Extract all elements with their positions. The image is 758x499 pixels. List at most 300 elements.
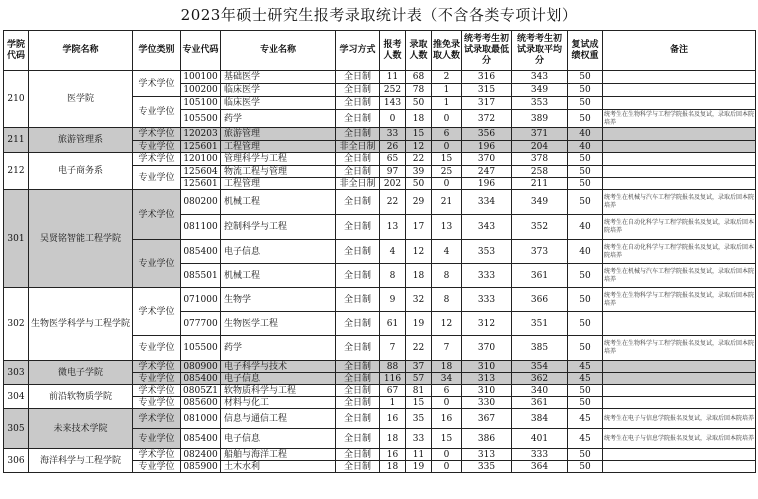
exempt-admitted: 4: [432, 240, 462, 264]
note: [603, 128, 756, 141]
header-cell: 推免录取人数: [432, 31, 462, 71]
admitted: 19: [406, 461, 432, 473]
college-name: 海洋科学与工程学院: [29, 449, 133, 473]
exempt-admitted: 0: [432, 461, 462, 473]
min-score: 313: [462, 449, 512, 461]
admitted: 50: [406, 97, 432, 110]
admitted: 32: [406, 288, 432, 312]
note: [603, 84, 756, 97]
college-name: 生物医学科学与工程学院: [29, 288, 133, 361]
avg-score: 349: [512, 190, 568, 215]
major-name: 船舶与海洋工程: [221, 449, 336, 461]
admitted: 15: [406, 397, 432, 409]
admitted: 15: [406, 128, 432, 141]
admitted: 12: [406, 141, 432, 153]
major-code: 105500: [181, 336, 221, 361]
header-cell: 复试成绩权重: [568, 31, 603, 71]
note: 统考生在电子与信息学院报名及复试，录取后回本院培养: [603, 429, 756, 449]
major-code: 080200: [181, 190, 221, 215]
avg-score: 384: [512, 409, 568, 429]
note: 统考生在生物科学与工程学院报名及复试，录取后回本院培养: [604, 110, 755, 126]
retest-weight: 50: [568, 449, 603, 461]
table-row: [4, 288, 756, 312]
college-name: 未来技术学院: [29, 409, 133, 449]
exempt-admitted: 16: [432, 409, 462, 429]
retest-weight: 50: [568, 110, 603, 128]
degree-type: 专业学位: [133, 336, 181, 361]
applicants: 9: [380, 288, 406, 312]
study-mode: 全日制: [336, 461, 380, 473]
retest-weight: 50: [568, 288, 603, 312]
table-row: [4, 190, 756, 215]
retest-weight: 50: [568, 190, 603, 215]
study-mode: 全日制: [336, 264, 380, 288]
major-name: 工程管理: [221, 178, 336, 190]
retest-weight: 50: [568, 336, 603, 361]
retest-weight: 50: [568, 84, 603, 97]
study-mode: 全日制: [336, 385, 380, 397]
retest-weight: 50: [568, 385, 603, 397]
retest-weight: 50: [568, 71, 603, 84]
admitted: 33: [406, 429, 432, 449]
exempt-admitted: 12: [432, 312, 462, 336]
college-code: 303: [4, 361, 29, 385]
degree-type: 专业学位: [133, 397, 181, 409]
applicants: 16: [380, 449, 406, 461]
college-code: 305: [4, 409, 29, 449]
exempt-admitted: 13: [432, 215, 462, 240]
min-score: 310: [462, 361, 512, 373]
avg-score: 401: [512, 429, 568, 449]
header-cell: 专业名称: [221, 31, 336, 71]
min-score: 330: [462, 397, 512, 409]
college-name: 电子商务系: [29, 153, 133, 190]
admitted: 37: [406, 361, 432, 373]
major-code: 125601: [181, 178, 221, 190]
major-code: 085400: [181, 373, 221, 385]
min-score: 386: [462, 429, 512, 449]
major-name: 电子信息: [221, 373, 336, 385]
exempt-admitted: 21: [432, 190, 462, 215]
admitted: 35: [406, 409, 432, 429]
degree-type: 学术学位: [133, 409, 181, 429]
retest-weight: 50: [568, 264, 603, 288]
major-code: 077700: [181, 312, 221, 336]
applicants: 4: [380, 240, 406, 264]
table-row: [4, 361, 756, 373]
avg-score: 353: [512, 97, 568, 110]
note: 统考生在生物科学与工程学院报名及复试，录取后回本院培养: [603, 336, 756, 361]
exempt-admitted: 18: [432, 361, 462, 373]
study-mode: 非全日制: [336, 141, 380, 153]
note: 统考生在自动化科学与工程学院报名及复试，录取后回本院培养: [603, 215, 756, 240]
avg-score: 352: [512, 215, 568, 240]
major-code: 120100: [181, 153, 221, 166]
college-code: 304: [4, 385, 29, 409]
study-mode: 全日制: [336, 361, 380, 373]
degree-type: 专业学位: [133, 373, 181, 385]
admitted: 11: [406, 449, 432, 461]
min-score: 247: [462, 166, 512, 178]
avg-score: 362: [512, 373, 568, 385]
major-name: 电子信息: [221, 429, 336, 449]
min-score: 333: [462, 264, 512, 288]
study-mode: 全日制: [336, 166, 380, 178]
study-mode: 全日制: [336, 240, 380, 264]
min-score: 370: [462, 153, 512, 166]
retest-weight: 45: [568, 373, 603, 385]
note: [603, 166, 756, 178]
applicants: 16: [380, 409, 406, 429]
college-code: 306: [4, 449, 29, 473]
header-cell: 学位类别: [133, 31, 181, 71]
major-code: 081000: [181, 409, 221, 429]
retest-weight: 40: [568, 141, 603, 153]
admitted: 18: [406, 264, 432, 288]
admitted: 22: [406, 153, 432, 166]
study-mode: 全日制: [336, 153, 380, 166]
min-score: 196: [462, 141, 512, 153]
applicants: 13: [380, 215, 406, 240]
applicants: 116: [380, 373, 406, 385]
degree-type: 学术学位: [133, 361, 181, 373]
exempt-admitted: 0: [432, 397, 462, 409]
retest-weight: 40: [568, 128, 603, 141]
header-cell: 专业代码: [181, 31, 221, 71]
study-mode: 全日制: [336, 71, 380, 84]
study-mode: 全日制: [336, 215, 380, 240]
study-mode: 全日制: [336, 397, 380, 409]
note: [603, 361, 756, 373]
retest-weight: 40: [568, 240, 603, 264]
college-code: 302: [4, 288, 29, 361]
major-code: 071000: [181, 288, 221, 312]
exempt-admitted: 2: [432, 71, 462, 84]
note: 统考生在机械与汽车工程学院报名及复试，录取后回本院培养: [603, 190, 756, 215]
major-code: 105500: [181, 110, 221, 128]
avg-score: 389: [512, 110, 568, 128]
major-name: 土木水利: [221, 461, 336, 473]
study-mode: 全日制: [336, 336, 380, 361]
note: 统考生在电子与信息学院报名及复试，录取后回本院培养: [603, 409, 756, 429]
major-code: 105100: [181, 97, 221, 110]
major-name: 材料与化工: [221, 397, 336, 409]
avg-score: 204: [512, 141, 568, 153]
degree-type: 专业学位: [133, 97, 181, 128]
note: 统考生在生物科学与工程学院报名及复试，录取后回本院培养: [603, 288, 756, 312]
exempt-admitted: 25: [432, 166, 462, 178]
avg-score: 354: [512, 361, 568, 373]
min-score: 353: [462, 240, 512, 264]
exempt-admitted: 6: [432, 128, 462, 141]
major-name: 临床医学: [221, 84, 336, 97]
min-score: 310: [462, 385, 512, 397]
page-title: 2023年硕士研究生报考录取统计表（不含各类专项计划）: [180, 6, 578, 24]
degree-type: 专业学位: [133, 141, 181, 153]
exempt-admitted: 8: [432, 264, 462, 288]
table-row: [4, 71, 756, 84]
table-row: [4, 449, 756, 461]
avg-score: 364: [512, 461, 568, 473]
note: [603, 397, 756, 409]
major-code: 085400: [181, 429, 221, 449]
note: [603, 449, 756, 461]
college-code: 212: [4, 153, 29, 190]
applicants: 33: [380, 128, 406, 141]
applicants: 11: [380, 71, 406, 84]
study-mode: 全日制: [336, 449, 380, 461]
note: 统考生在机械与汽车工程学院报名及复试，录取后回本院培养: [603, 264, 756, 288]
major-name: 电子信息: [221, 240, 336, 264]
table-row: [4, 385, 756, 397]
admitted: 12: [406, 240, 432, 264]
min-score: 343: [462, 215, 512, 240]
major-name: 物流工程与管理: [221, 166, 336, 178]
college-code: 301: [4, 190, 29, 288]
exempt-admitted: 1: [432, 84, 462, 97]
major-name: 基础医学: [221, 71, 336, 84]
retest-weight: 45: [568, 409, 603, 429]
applicants: 7: [380, 336, 406, 361]
study-mode: 全日制: [336, 84, 380, 97]
degree-type: 学术学位: [133, 385, 181, 397]
exempt-admitted: 1: [432, 97, 462, 110]
major-code: 081100: [181, 215, 221, 240]
applicants: 26: [380, 141, 406, 153]
degree-type: 学术学位: [133, 449, 181, 461]
retest-weight: 50: [568, 153, 603, 166]
note: [603, 373, 756, 385]
college-code: 211: [4, 128, 29, 153]
note: [603, 312, 756, 336]
min-score: 356: [462, 128, 512, 141]
note: [603, 461, 756, 473]
degree-type: 专业学位: [133, 461, 181, 473]
degree-type: 学术学位: [133, 288, 181, 336]
retest-weight: 45: [568, 361, 603, 373]
major-name: 控制科学与工程: [221, 215, 336, 240]
header-cell: 学院代码: [4, 31, 29, 71]
major-code: 120203: [181, 128, 221, 141]
college-name: 旅游管理系: [29, 128, 133, 153]
header-cell: 统考考生初试录取平均分: [512, 31, 568, 71]
header-cell: 录取人数: [406, 31, 432, 71]
applicants: 18: [380, 461, 406, 473]
exempt-admitted: 15: [432, 429, 462, 449]
retest-weight: 50: [568, 178, 603, 190]
note: 统考生在自动化科学与工程学院报名及复试，录取后回本院培养: [603, 240, 756, 264]
degree-type: 学术学位: [133, 71, 181, 97]
applicants: 18: [380, 429, 406, 449]
min-score: 317: [462, 97, 512, 110]
note: [603, 178, 756, 190]
min-score: 372: [462, 110, 512, 128]
major-code: 085501: [181, 264, 221, 288]
study-mode: 全日制: [336, 128, 380, 141]
major-code: 0805Z1: [181, 385, 221, 397]
study-mode: 全日制: [336, 312, 380, 336]
major-code: 080900: [181, 361, 221, 373]
table-header-row: [4, 31, 756, 71]
major-name: 临床医学: [221, 97, 336, 110]
exempt-admitted: 34: [432, 373, 462, 385]
retest-weight: 40: [568, 215, 603, 240]
applicants: 8: [380, 264, 406, 288]
avg-score: 258: [512, 166, 568, 178]
applicants: 0: [380, 110, 406, 128]
major-name: 机械工程: [221, 190, 336, 215]
applicants: 88: [380, 361, 406, 373]
retest-weight: 50: [568, 461, 603, 473]
major-name: 电子科学与技术: [221, 361, 336, 373]
major-name: 药学: [221, 110, 336, 128]
exempt-admitted: 8: [432, 288, 462, 312]
admitted: 19: [406, 312, 432, 336]
admitted: 22: [406, 336, 432, 361]
study-mode: 全日制: [336, 97, 380, 110]
header-cell: 统考考生初试录取最低分: [462, 31, 512, 71]
study-mode: 全日制: [336, 409, 380, 429]
header-cell: 报考人数: [380, 31, 406, 71]
major-name: 药学: [221, 336, 336, 361]
min-score: 333: [462, 288, 512, 312]
major-code: 085400: [181, 240, 221, 264]
applicants: 61: [380, 312, 406, 336]
college-name: 医学院: [29, 71, 133, 128]
degree-type: 学术学位: [133, 128, 181, 141]
major-name: 软物质科学与工程: [221, 385, 336, 397]
admission-stats-table: [3, 30, 756, 473]
admitted: 17: [406, 215, 432, 240]
avg-score: 378: [512, 153, 568, 166]
exempt-admitted: 0: [432, 178, 462, 190]
major-code: 100200: [181, 84, 221, 97]
avg-score: 371: [512, 128, 568, 141]
avg-score: 385: [512, 336, 568, 361]
retest-weight: 45: [568, 429, 603, 449]
admitted: 18: [406, 110, 432, 128]
min-score: 334: [462, 190, 512, 215]
header-cell: 学院名称: [29, 31, 133, 71]
major-code: 085600: [181, 397, 221, 409]
major-name: 生物学: [221, 288, 336, 312]
note: [603, 141, 756, 153]
major-code: 125601: [181, 141, 221, 153]
admitted: 68: [406, 71, 432, 84]
avg-score: 211: [512, 178, 568, 190]
note: [603, 153, 756, 166]
applicants: 252: [380, 84, 406, 97]
exempt-admitted: 7: [432, 336, 462, 361]
avg-score: 361: [512, 264, 568, 288]
min-score: 367: [462, 409, 512, 429]
avg-score: 340: [512, 385, 568, 397]
exempt-admitted: 15: [432, 153, 462, 166]
retest-weight: 50: [568, 397, 603, 409]
study-mode: 全日制: [336, 190, 380, 215]
degree-type: 专业学位: [133, 429, 181, 449]
note: [603, 385, 756, 397]
exempt-admitted: 0: [432, 141, 462, 153]
note: [603, 97, 756, 110]
applicants: 143: [380, 97, 406, 110]
major-name: 生物医学工程: [221, 312, 336, 336]
avg-score: 343: [512, 71, 568, 84]
admitted: 29: [406, 190, 432, 215]
admitted: 50: [406, 178, 432, 190]
avg-score: 333: [512, 449, 568, 461]
applicants: 1: [380, 397, 406, 409]
avg-score: 349: [512, 84, 568, 97]
min-score: 313: [462, 373, 512, 385]
table-row: [4, 153, 756, 166]
college-name: 前沿软物质学院: [29, 385, 133, 409]
min-score: 196: [462, 178, 512, 190]
applicants: 22: [380, 190, 406, 215]
college-code: 210: [4, 71, 29, 128]
major-code: 082400: [181, 449, 221, 461]
applicants: 67: [380, 385, 406, 397]
degree-type: 学术学位: [133, 190, 181, 240]
study-mode: 非全日制: [336, 178, 380, 190]
avg-score: 351: [512, 312, 568, 336]
table-row: [4, 409, 756, 429]
retest-weight: 50: [568, 312, 603, 336]
major-code: 085900: [181, 461, 221, 473]
avg-score: 373: [512, 240, 568, 264]
admitted: 39: [406, 166, 432, 178]
major-code: 125604: [181, 166, 221, 178]
admitted: 57: [406, 373, 432, 385]
min-score: 316: [462, 71, 512, 84]
college-name: 吴贤铭智能工程学院: [29, 190, 133, 288]
study-mode: 全日制: [336, 288, 380, 312]
avg-score: 366: [512, 288, 568, 312]
degree-type: 专业学位: [133, 240, 181, 288]
exempt-admitted: 6: [432, 385, 462, 397]
retest-weight: 50: [568, 166, 603, 178]
college-name: 微电子学院: [29, 361, 133, 385]
admitted: 81: [406, 385, 432, 397]
major-name: 工程管理: [221, 141, 336, 153]
major-name: 旅游管理: [221, 128, 336, 141]
table-row: [4, 128, 756, 141]
header-cell: 备注: [603, 31, 756, 71]
exempt-admitted: 0: [432, 110, 462, 128]
degree-type: 专业学位: [133, 166, 181, 190]
retest-weight: 50: [568, 97, 603, 110]
major-code: 100100: [181, 71, 221, 84]
degree-type: 学术学位: [133, 153, 181, 166]
major-name: 信息与通信工程: [221, 409, 336, 429]
exempt-admitted: 0: [432, 449, 462, 461]
min-score: 312: [462, 312, 512, 336]
major-name: 管理科学与工程: [221, 153, 336, 166]
header-cell: 学习方式: [336, 31, 380, 71]
applicants: 97: [380, 166, 406, 178]
applicants: 65: [380, 153, 406, 166]
min-score: 315: [462, 84, 512, 97]
major-name: 机械工程: [221, 264, 336, 288]
note: [603, 71, 756, 84]
admitted: 78: [406, 84, 432, 97]
min-score: 370: [462, 336, 512, 361]
study-mode: 全日制: [336, 429, 380, 449]
avg-score: 361: [512, 397, 568, 409]
study-mode: 全日制: [336, 373, 380, 385]
applicants: 202: [380, 178, 406, 190]
study-mode: 全日制: [336, 110, 380, 128]
